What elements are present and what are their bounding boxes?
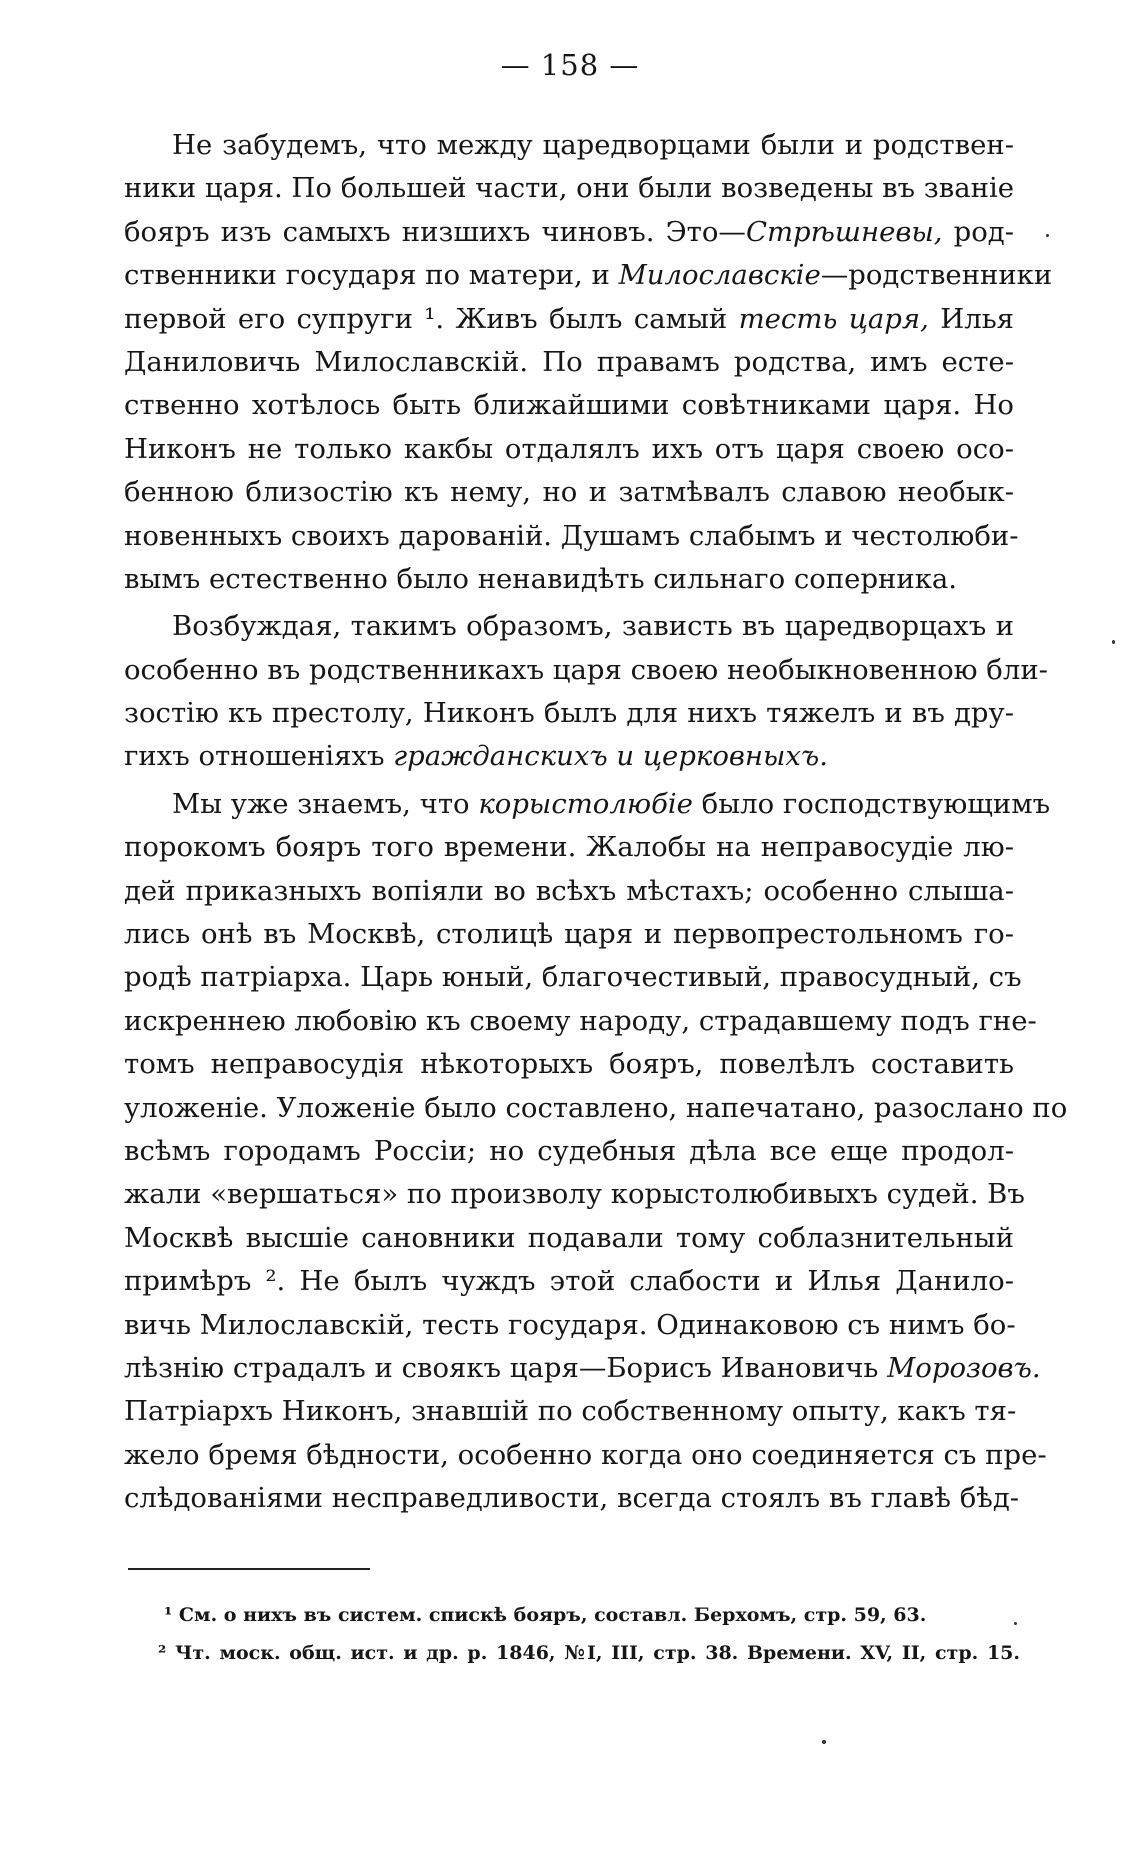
- text-run: порокомъ бояръ того времени. Жалобы на неправосудіе лю-: [124, 831, 1014, 864]
- text-line: [124, 515, 1019, 558]
- text-run: Мы уже знаемъ, что: [172, 787, 479, 820]
- text-run: родѣ патріарха. Царь юный, благочестивый, правосудный, съ: [124, 961, 1022, 994]
- text-run: примѣръ ². Не былъ чуждъ этой слабости и Илья Данило-: [124, 1265, 1014, 1298]
- text-run: жали «вершаться» по произволу корыстолюбивыхъ судей. Въ: [124, 1178, 1025, 1211]
- italic-run: корыстолюбіе: [478, 787, 693, 820]
- text-run: Илья: [928, 302, 1015, 335]
- print-speck: [1046, 234, 1049, 237]
- text-run: искреннею любовію къ своему народу, страдавшему подъ гне-: [124, 1004, 1037, 1037]
- text-line: [124, 956, 1022, 999]
- text-run: —родственники: [820, 259, 1053, 292]
- print-speck: [1014, 1622, 1017, 1625]
- text-run: вымъ естественно было ненавидѣть сильнаго соперника.: [124, 562, 958, 595]
- text-line: [124, 649, 1048, 692]
- text-line: [124, 254, 1053, 297]
- text-run: было господствующимъ: [692, 787, 1051, 820]
- text-line: [124, 1087, 1068, 1130]
- print-speck: [1112, 640, 1115, 644]
- text-line: [124, 298, 1014, 341]
- text-line: [124, 341, 1014, 384]
- text-run: лись онѣ въ Москвѣ, столицѣ царя и первопрестольномъ го-: [124, 918, 1014, 951]
- text-line: [124, 167, 1014, 210]
- text-run: томъ неправосудія нѣкоторыхъ бояръ, повелѣлъ составить: [124, 1048, 1014, 1081]
- text-line: [124, 1217, 1014, 1260]
- text-line: [124, 913, 1014, 956]
- text-run: Патріархъ Никонъ, знавшій по собственному опыту, какъ тя-: [124, 1395, 1017, 1428]
- text-run: бояръ изъ самыхъ низшихъ чиновъ. Это—: [124, 215, 746, 248]
- text-line: [124, 558, 1014, 601]
- text-line: [124, 826, 1014, 869]
- footnote-1: ¹ См. о нихъ въ систем. спискѣ бояръ, составл. Берхомъ, стр. 59, 63.: [164, 1604, 927, 1626]
- footnote-2: ² Чт. моск. общ. ист. и др. р. 1846, №I, III, стр. 38. Времени. XV, II, стр. 15.: [158, 1642, 1020, 1664]
- footnotes: [158, 1596, 1020, 1672]
- text-line: [124, 1130, 1014, 1173]
- paragraph: [124, 124, 1053, 601]
- text-line: [124, 870, 1014, 913]
- text-run: гихъ отношеніяхъ: [124, 740, 394, 773]
- text-line: [124, 1434, 1047, 1477]
- text-run: зостію къ престолу, Никонъ былъ для нихъ тяжелъ и въ дру-: [124, 697, 1014, 730]
- text-line: [124, 428, 1014, 471]
- text-run: вичь Милославскій, тесть государя. Одинаковою съ нимъ бо-: [124, 1308, 1016, 1341]
- text-run: ники царя. По большей части, они были возведены въ званіе: [124, 172, 1015, 205]
- italic-run: гражданскихъ и церковныхъ.: [393, 740, 829, 773]
- text-line: [124, 1000, 1037, 1043]
- text-line: [124, 692, 1014, 735]
- text-run: лѣзнію страдалъ и своякъ царя—Борисъ Ивановичь: [124, 1351, 888, 1384]
- text-line: [124, 124, 1014, 167]
- text-run: новенныхъ своихъ дарованій. Душамъ слабымъ и честолюби-: [124, 519, 1019, 552]
- text-line: [124, 211, 1014, 254]
- text-run: род-: [942, 215, 1014, 248]
- text-run: дей приказныхъ вопіяли во всѣхъ мѣстахъ; особенно слыша-: [124, 874, 1014, 907]
- text-run: особенно въ родственникахъ царя своею необыкновенною бли-: [124, 653, 1048, 686]
- text-run: ственники государя по матери, и: [124, 259, 619, 292]
- text-run: всѣмъ городамъ Россіи; но судебныя дѣла все еще продол-: [124, 1134, 1014, 1167]
- text-line: [124, 735, 1014, 778]
- text-line: [124, 1304, 1014, 1347]
- text-line: [124, 1390, 1017, 1433]
- text-line: [124, 1347, 1041, 1390]
- text-line: [124, 471, 1014, 514]
- text-run: слѣдованіями несправедливости, всегда стоялъ въ главѣ бѣд-: [124, 1482, 1020, 1515]
- footnote-separator: [128, 1568, 370, 1570]
- print-speck: [822, 1740, 826, 1744]
- text-run: Возбуждая, такимъ образомъ, зависть въ царедворцахъ и: [172, 610, 1014, 643]
- text-line: [124, 1477, 1020, 1520]
- text-run: Не забудемъ, что между царедворцами были и родствен-: [172, 129, 1014, 161]
- paragraph: [124, 605, 1048, 779]
- italic-run: тесть царя,: [738, 302, 929, 335]
- text-line: [124, 605, 1014, 648]
- text-line: [124, 783, 1051, 826]
- text-line: [124, 384, 1014, 427]
- text-run: Никонъ не только какбы отдалялъ ихъ отъ царя своею осо-: [124, 432, 1014, 465]
- page-number: — 158 —: [500, 48, 640, 82]
- text-run: первой его супруги ¹. Живъ былъ самый: [124, 302, 739, 335]
- text-run: ственно хотѣлось быть ближайшими совѣтниками царя. Но: [124, 389, 1014, 422]
- italic-run: Морозовъ.: [887, 1351, 1041, 1384]
- italic-run: Стрѣшневы,: [745, 215, 943, 248]
- text-line: [124, 1260, 1014, 1303]
- italic-run: Милославскіе: [618, 259, 821, 292]
- paragraph: [124, 783, 1068, 1521]
- text-run: уложеніе. Уложеніе было составлено, напечатано, разослано по: [124, 1091, 1068, 1124]
- text-run: Москвѣ высшіе сановники подавали тому соблазнительный: [124, 1221, 1014, 1254]
- text-run: жело бремя бѣдности, особенно когда оно соединяется съ пре-: [124, 1438, 1047, 1471]
- main-text: [124, 124, 1068, 1521]
- text-line: [124, 1043, 1014, 1086]
- text-line: [124, 1173, 1025, 1216]
- text-run: бенною близостію къ нему, но и затмѣвалъ славою необык-: [124, 476, 1014, 509]
- text-run: Даниловичь Милославскій. По правамъ родства, имъ есте-: [124, 345, 1014, 378]
